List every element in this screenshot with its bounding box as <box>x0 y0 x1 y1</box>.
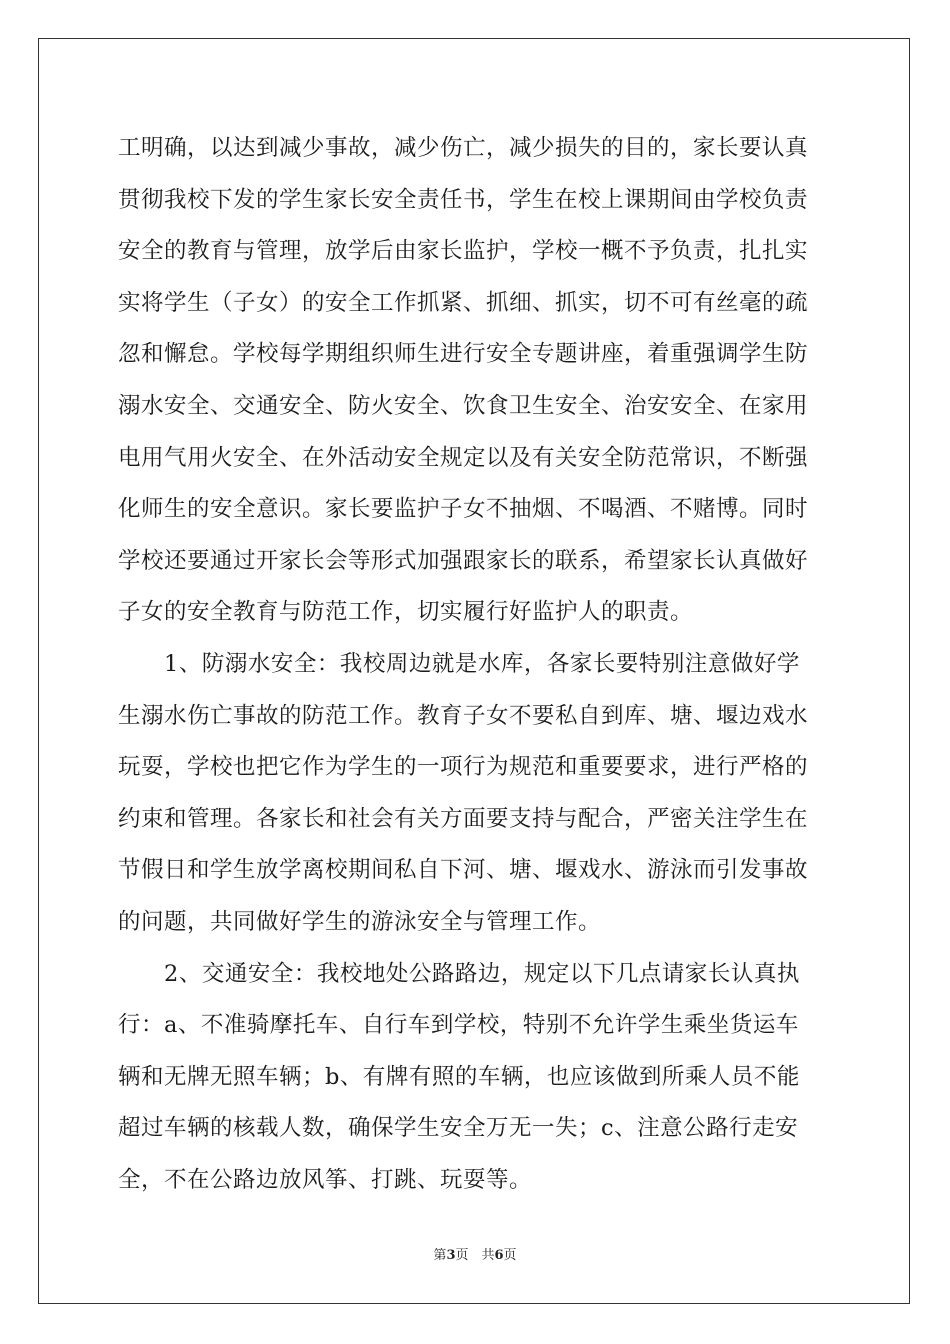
page-total: 6 <box>494 1248 504 1263</box>
text-line: 学校还要通过开家长会等形式加强跟家长的联系，希望家长认真做好 <box>118 547 809 574</box>
paragraph-traffic-safety <box>118 949 838 1207</box>
text-line: 超过车辆的核载人数，确保学生安全万无一失；c、注意公路行走安 <box>118 1115 799 1142</box>
text-line: 贯彻我校下发的学生家长安全责任书，学生在校上课期间由学校负责 <box>118 186 809 213</box>
text-line: 溺水安全、交通安全、防火安全、饮食卫生安全、治安安全、在家用 <box>118 392 809 419</box>
page-prefix: 第 <box>433 1248 447 1263</box>
text-line: 子女的安全教育与防范工作，切实履行好监护人的职责。 <box>118 599 694 626</box>
text-line: 玩耍，学校也把它作为学生的一项行为规范和重要要求，进行严格的 <box>118 754 809 781</box>
page-suffix: 页 <box>503 1248 517 1263</box>
text-line: 忽和懈怠。学校每学期组织师生进行安全专题讲座，着重强调学生防 <box>118 341 809 368</box>
page-mid: 页 共 <box>455 1248 495 1263</box>
text-line: 全，不在公路边放风筝、打跳、玩耍等。 <box>118 1166 533 1193</box>
text-line: 行：a、不准骑摩托车、自行车到学校，特别不允许学生乘坐货运车 <box>118 1012 799 1039</box>
text-line: 工明确，以达到减少事故，减少伤亡，减少损失的目的，家长要认真 <box>118 135 809 161</box>
page-footer <box>0 1244 950 1263</box>
page-current: 3 <box>446 1248 456 1263</box>
text-line: 电用气用火安全、在外活动安全规定以及有关安全防范常识，不断强 <box>118 444 809 471</box>
text-line: 实将学生（子女）的安全工作抓紧、抓细、抓实，切不可有丝毫的疏 <box>118 289 809 316</box>
text-line: 节假日和学生放学离校期间私自下河、塘、堰戏水、游泳而引发事故 <box>118 857 809 884</box>
text-line: 辆和无牌无照车辆；b、有牌有照的车辆，也应该做到所乘人员不能 <box>118 1063 800 1090</box>
paragraph-intro <box>118 123 838 639</box>
text-line: 约束和管理。各家长和社会有关方面要支持与配合，严密关注学生在 <box>118 805 809 832</box>
text-line: 安全的教育与管理，放学后由家长监护，学校一概不予负责，扎扎实 <box>118 238 809 265</box>
text-line: 生溺水伤亡事故的防范工作。教育子女不要私自到库、塘、堰边戏水 <box>118 702 809 729</box>
text-line: 2、交通安全：我校地处公路路边，规定以下几点请家长认真执 <box>118 960 800 987</box>
text-line: 1、防溺水安全：我校周边就是水库，各家长要特别注意做好学 <box>118 650 800 677</box>
text-line: 化师生的安全意识。家长要监护子女不抽烟、不喝酒、不赌博。同时 <box>118 496 809 523</box>
document-body <box>118 123 838 1206</box>
text-line: 的问题，共同做好学生的游泳安全与管理工作。 <box>118 908 602 935</box>
paragraph-drowning-safety <box>118 639 838 949</box>
